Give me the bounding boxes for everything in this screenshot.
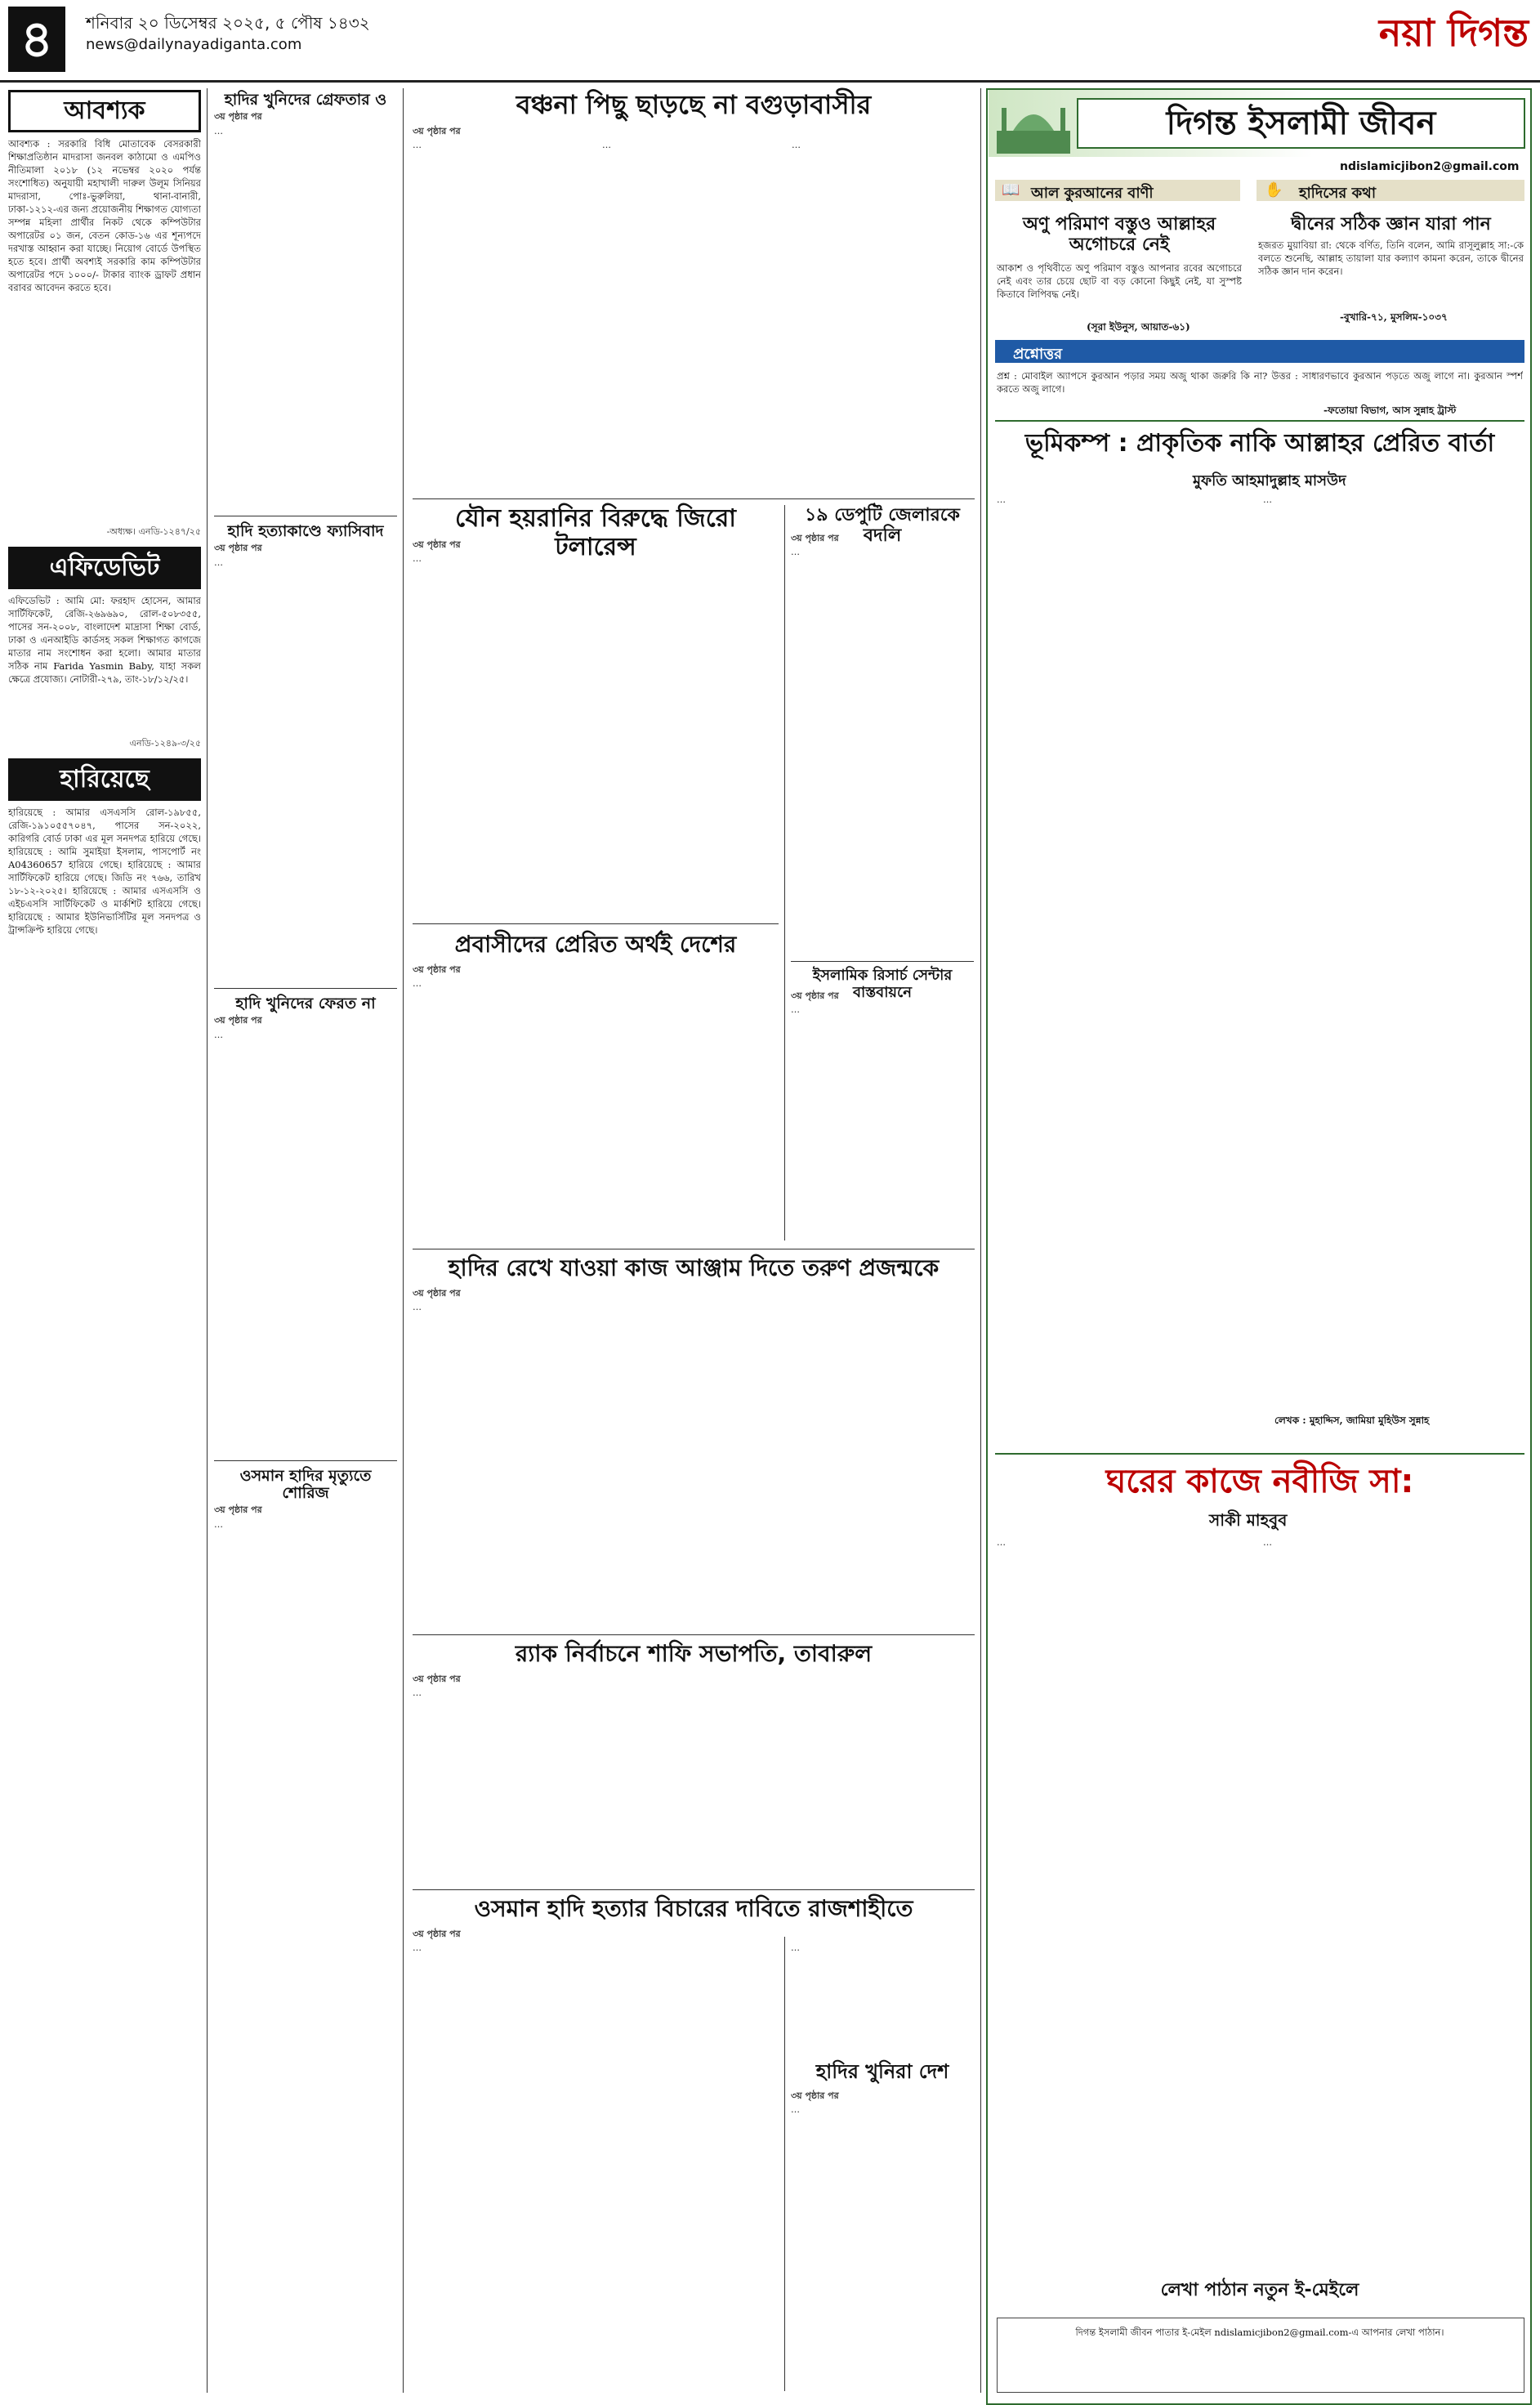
classifieds-column xyxy=(8,90,201,2358)
article-body xyxy=(214,1518,397,2336)
date-line: শনিবার ২০ ডিসেম্বর ২০২৫, ৫ পৌষ ১৪৩২ xyxy=(86,13,370,33)
column-rule xyxy=(980,88,981,2393)
hadith-text: হজরত মুয়াবিয়া রা: থেকে বর্ণিত, তিনি বলেন, আমি রাসূলুল্লাহ সা:-কে বলতে শুনেছি, আল্লাহ তায়ালা যার কল্যাণ কামনা করেন, তাকে দ্বীনের সঠিক জ্ঞান দান করেন। xyxy=(1258,239,1524,277)
article-body xyxy=(413,1942,779,2391)
mosque-icon xyxy=(989,90,1078,157)
hadith-ref: -বুখারি-৭১, মুসলিম-১০৩৭ xyxy=(1340,311,1448,323)
qa-heading: প্রশ্নোত্তর xyxy=(1013,346,1062,363)
lost-heading: হারিয়েছে xyxy=(8,758,201,801)
earthquake-heading: ভূমিকম্প : প্রাকৃতিক নাকি আল্লাহর প্রেরিত বার্তা xyxy=(1024,429,1495,458)
article-heading: হাদি খুনিদের ফেরত না xyxy=(235,994,376,1013)
quran-ref: (সূরা ইউনুস, আয়াত-৬১) xyxy=(1087,321,1190,333)
article-byline: ৩য় পৃষ্ঠার পর xyxy=(413,539,461,550)
article-body xyxy=(413,139,592,490)
article-body xyxy=(413,1301,975,1628)
column-rule xyxy=(207,88,208,2393)
article-byline: ৩য় পৃষ্ঠার পর xyxy=(413,1674,461,1684)
article-byline: ৩য় পৃষ্ঠার পর xyxy=(214,110,262,122)
affidavit-ref: এনডি-১২৪৯-৩/২৫ xyxy=(129,738,201,749)
article-byline: ৩য় পৃষ্ঠার পর xyxy=(413,1288,461,1299)
qa-text: প্রশ্ন : মোবাইল অ্যাপসে কুরআন পড়ার সময় অজু থাকা জরুরি কি না? উত্তর : সাধারণভাবে কুরআন পড়তে অজু লাগে না। কুরআন স্পর্শ করতে অজু লাগে। xyxy=(997,370,1523,395)
article-byline: ৩য় পৃষ্ঠার পর xyxy=(791,2090,839,2101)
article-byline: ৩য় পৃষ্ঠার পর xyxy=(791,533,839,543)
article-heading: ওসমান হাদির মৃত্যুতে শোরিজ xyxy=(239,1466,372,1503)
article-byline: ৩য় পৃষ্ঠার পর xyxy=(413,126,461,136)
footer-heading: লেখা পাঠান নতুন ই-মেইলে xyxy=(1160,2280,1359,2300)
earthquake-author: মুফতি আহমাদুল্লাহ মাসউদ xyxy=(1193,472,1346,489)
article-heading: হাদি হত্যাকাণ্ডে ফ্যাসিবাদ xyxy=(227,521,384,540)
article-byline: ৩য় পৃষ্ঠার পর xyxy=(413,1929,461,1939)
headline-jailer-transfer: ১৯ ডেপুটি জেলারকে বদলি xyxy=(805,505,960,547)
hand-icon: ✋ xyxy=(1265,181,1283,199)
article-body xyxy=(413,1687,975,1883)
headline-remittance: প্রবাসীদের প্রেরিত অর্থই দেশের xyxy=(454,931,737,958)
footer-text: দিগন্ত ইসলামী জীবন পাতার ই-মেইল ndislamicjibon2@gmail.com-এ আপনার লেখা পাঠান। xyxy=(1075,2327,1444,2338)
article-body xyxy=(413,977,779,1239)
wanted-ref: -অধ্যক্ষ। এনডি-১২৪৭/২৫ xyxy=(106,526,201,537)
article-body xyxy=(791,1942,974,2056)
article-body xyxy=(997,1536,1255,2149)
quran-label: আল কুরআনের বাণী xyxy=(1031,185,1154,202)
quran-text: আকাশ ও পৃথিবীতে অণু পরিমাণ বস্তুও আপনার রবের অগোচরে নেই এবং তার চেয়ে ছোট বা বড় কোনো কিছুই নেই, যা সুস্পষ্ট কিতাবে লিপিবদ্ধ নেই। xyxy=(997,262,1242,300)
headline-bogura: বঞ্চনা পিছু ছাড়ছে না বগুড়াবাসীর xyxy=(516,89,872,120)
newspaper-logo: নয়া দিগন্ত xyxy=(1378,11,1529,55)
headline-research-center: ইসলামিক রিসার্চ সেন্টার বাস্তবায়নে xyxy=(812,967,953,1001)
article-body xyxy=(791,1004,974,1240)
column-rule xyxy=(403,88,404,2393)
article-byline: ৩য় পৃষ্ঠার পর xyxy=(214,1014,262,1026)
headline-young-generation: হাদির রেখে যাওয়া কাজ আঞ্জাম দিতে তরুণ প্রজন্মকে xyxy=(448,1254,940,1281)
lost-text: হারিয়েছে : আমার এসএসসি রোল-১৯৮৫৫, রেজি-১৯১০৫৫৭০৪৭, পাসের সন-২০২২, কারিগরি বোর্ড ঢাকা এর মূল সনদপত্র হারিয়ে গেছে। হারিয়েছে : আমি সুমাইয়া ইসলাম, পাসপোর্ট নং A04360657 হারিয়ে গেছে। হারিয়েছে : আমার সার্টিফিকেট হারিয়ে গেছে। জিডি নং ৭৬৬, তারিখ ১৮-১২-২০২৫। হারিয়েছে : আমার এসএসসি ও এইচএসসি সার্টিফিকেট ও মার্কশিট হারিয়ে গেছে। হারিয়েছে : আমার ইউনিভার্সিটির মূল সনদপত্র ও ট্রান্সক্রিপ্ট হারিয়ে গেছে। xyxy=(8,807,201,936)
email-link[interactable]: news@dailynayadiganta.com xyxy=(86,36,302,53)
hadith-heading: দ্বীনের সঠিক জ্ঞান যারা পান xyxy=(1291,214,1491,235)
article-body xyxy=(214,557,397,981)
qa-ref: -ফতোয়া বিভাগ, আস সুন্নাহ ট্রাস্ট xyxy=(1324,405,1457,416)
article-body xyxy=(602,139,782,490)
article-body xyxy=(792,139,973,490)
wanted-text: আবশ্যক : সরকারি বিধি মোতাবেক বেসরকারী শিক্ষাপ্রতিষ্ঠান মাদরাসা জনবল কাঠামো ও এমপিও নীতিমালা ২০১৮ (১২ নভেম্বর ২০২০ পর্যন্ত সংশোধিত) অনুযায়ী মহাখালী দারুল উলূম সিনিয়র মাদরাসা, পোঃ-ভুরুলিয়া, থানা-বানারী, ঢাকা-১২১২-এর জন্য প্রয়োজনীয় শিক্ষাগত যোগ্যতা সম্পন্ন মহিলা প্রার্থীর নিকট থেকে কম্পিউটার অপারেটর ০১ জন, বেতন কোড-১৬ এর শূন্যপদে দরখাস্ত আহ্বান করা যাচ্ছে। নিয়োগ বোর্ডে উপস্থিত হতে হবে। প্রার্থী অবশ্যই সরকারি কাম কম্পিউটার অপারেটর পদে ১০০০/- টাকার ব্যাংক ড্রাফট প্রধান বরাবর আবেদন করতে হবে। xyxy=(8,138,201,293)
household-author: সাকী মাহবুব xyxy=(1209,1510,1288,1530)
page-number: ৪ xyxy=(8,7,65,72)
headline-rajshahi: ওসমান হাদি হত্যার বিচারের দাবিতে রাজশাহীতে xyxy=(474,1895,913,1922)
article-body xyxy=(997,494,1255,1450)
headline-hadi-killers: হাদির খুনিরা দেশ xyxy=(815,2060,949,2083)
column-two xyxy=(214,92,397,2336)
hadith-label: হাদিসের কথা xyxy=(1299,185,1377,202)
article-body xyxy=(413,552,779,917)
article-heading: হাদির খুনিদের গ্রেফতার ও xyxy=(224,91,387,109)
earthquake-footer-author: লেখক : মুহাদ্দিস, জামিয়া মুহিউস সুন্নাহ xyxy=(1274,1415,1430,1426)
book-icon: 📖 xyxy=(1002,181,1020,199)
article-body xyxy=(791,546,974,954)
quran-heading: অণু পরিমাণ বস্তুও আল্লাহর অগোচরে নেই xyxy=(1022,214,1216,256)
wanted-heading: আবশ্যক xyxy=(8,90,201,132)
article-body xyxy=(791,2103,974,2391)
article-body xyxy=(214,125,397,509)
household-heading: ঘরের কাজে নবীজি সা: xyxy=(1105,1463,1414,1500)
article-byline: ৩য় পৃষ্ঠার পর xyxy=(214,542,262,553)
article-byline: ৩য় পৃষ্ঠার পর xyxy=(413,964,461,975)
article-body xyxy=(1263,1536,1523,2149)
headline-harassment: যৌন হয়রানির বিরুদ্ধে জিরো টলারেন্স xyxy=(455,504,736,561)
islamic-email[interactable]: ndislamicjibon2@gmail.com xyxy=(1340,160,1520,173)
islamic-section-title: দিগন্ত ইসলামী জীবন xyxy=(1077,98,1525,149)
affidavit-text: এফিডেভিট : আমি মো: ফরহাদ হোসেন, আমার সার্টিফিকেট, রেজি-২৬৯৬৯০, রোল-৫০৮৩৫৫, পাসের সন-২০০৮, বাংলাদেশ মাদ্রাসা শিক্ষা বোর্ড, ঢাকা ও এনআইডি কার্ডসহ সকল শিক্ষাগত কাগজে মাতার নাম সংশোধন করা হলো। আমার মাতার সঠিক নাম Farida Yasmin Baby, যাহা সকল ক্ষেত্রে প্রযোজ্য। নোটারী-২৭৯, তাং-১৮/১২/২৫। xyxy=(8,595,201,685)
headline-rac-election: র‍্যাক নির্বাচনে শাফি সভাপতি, তাবারুল xyxy=(515,1640,873,1667)
article-byline: ৩য় পৃষ্ঠার পর xyxy=(791,990,839,1001)
article-byline: ৩য় পৃষ্ঠার পর xyxy=(214,1504,262,1516)
article-body xyxy=(214,1029,397,1454)
affidavit-heading: এফিডেভিট xyxy=(8,547,201,589)
article-body xyxy=(1263,494,1523,1409)
